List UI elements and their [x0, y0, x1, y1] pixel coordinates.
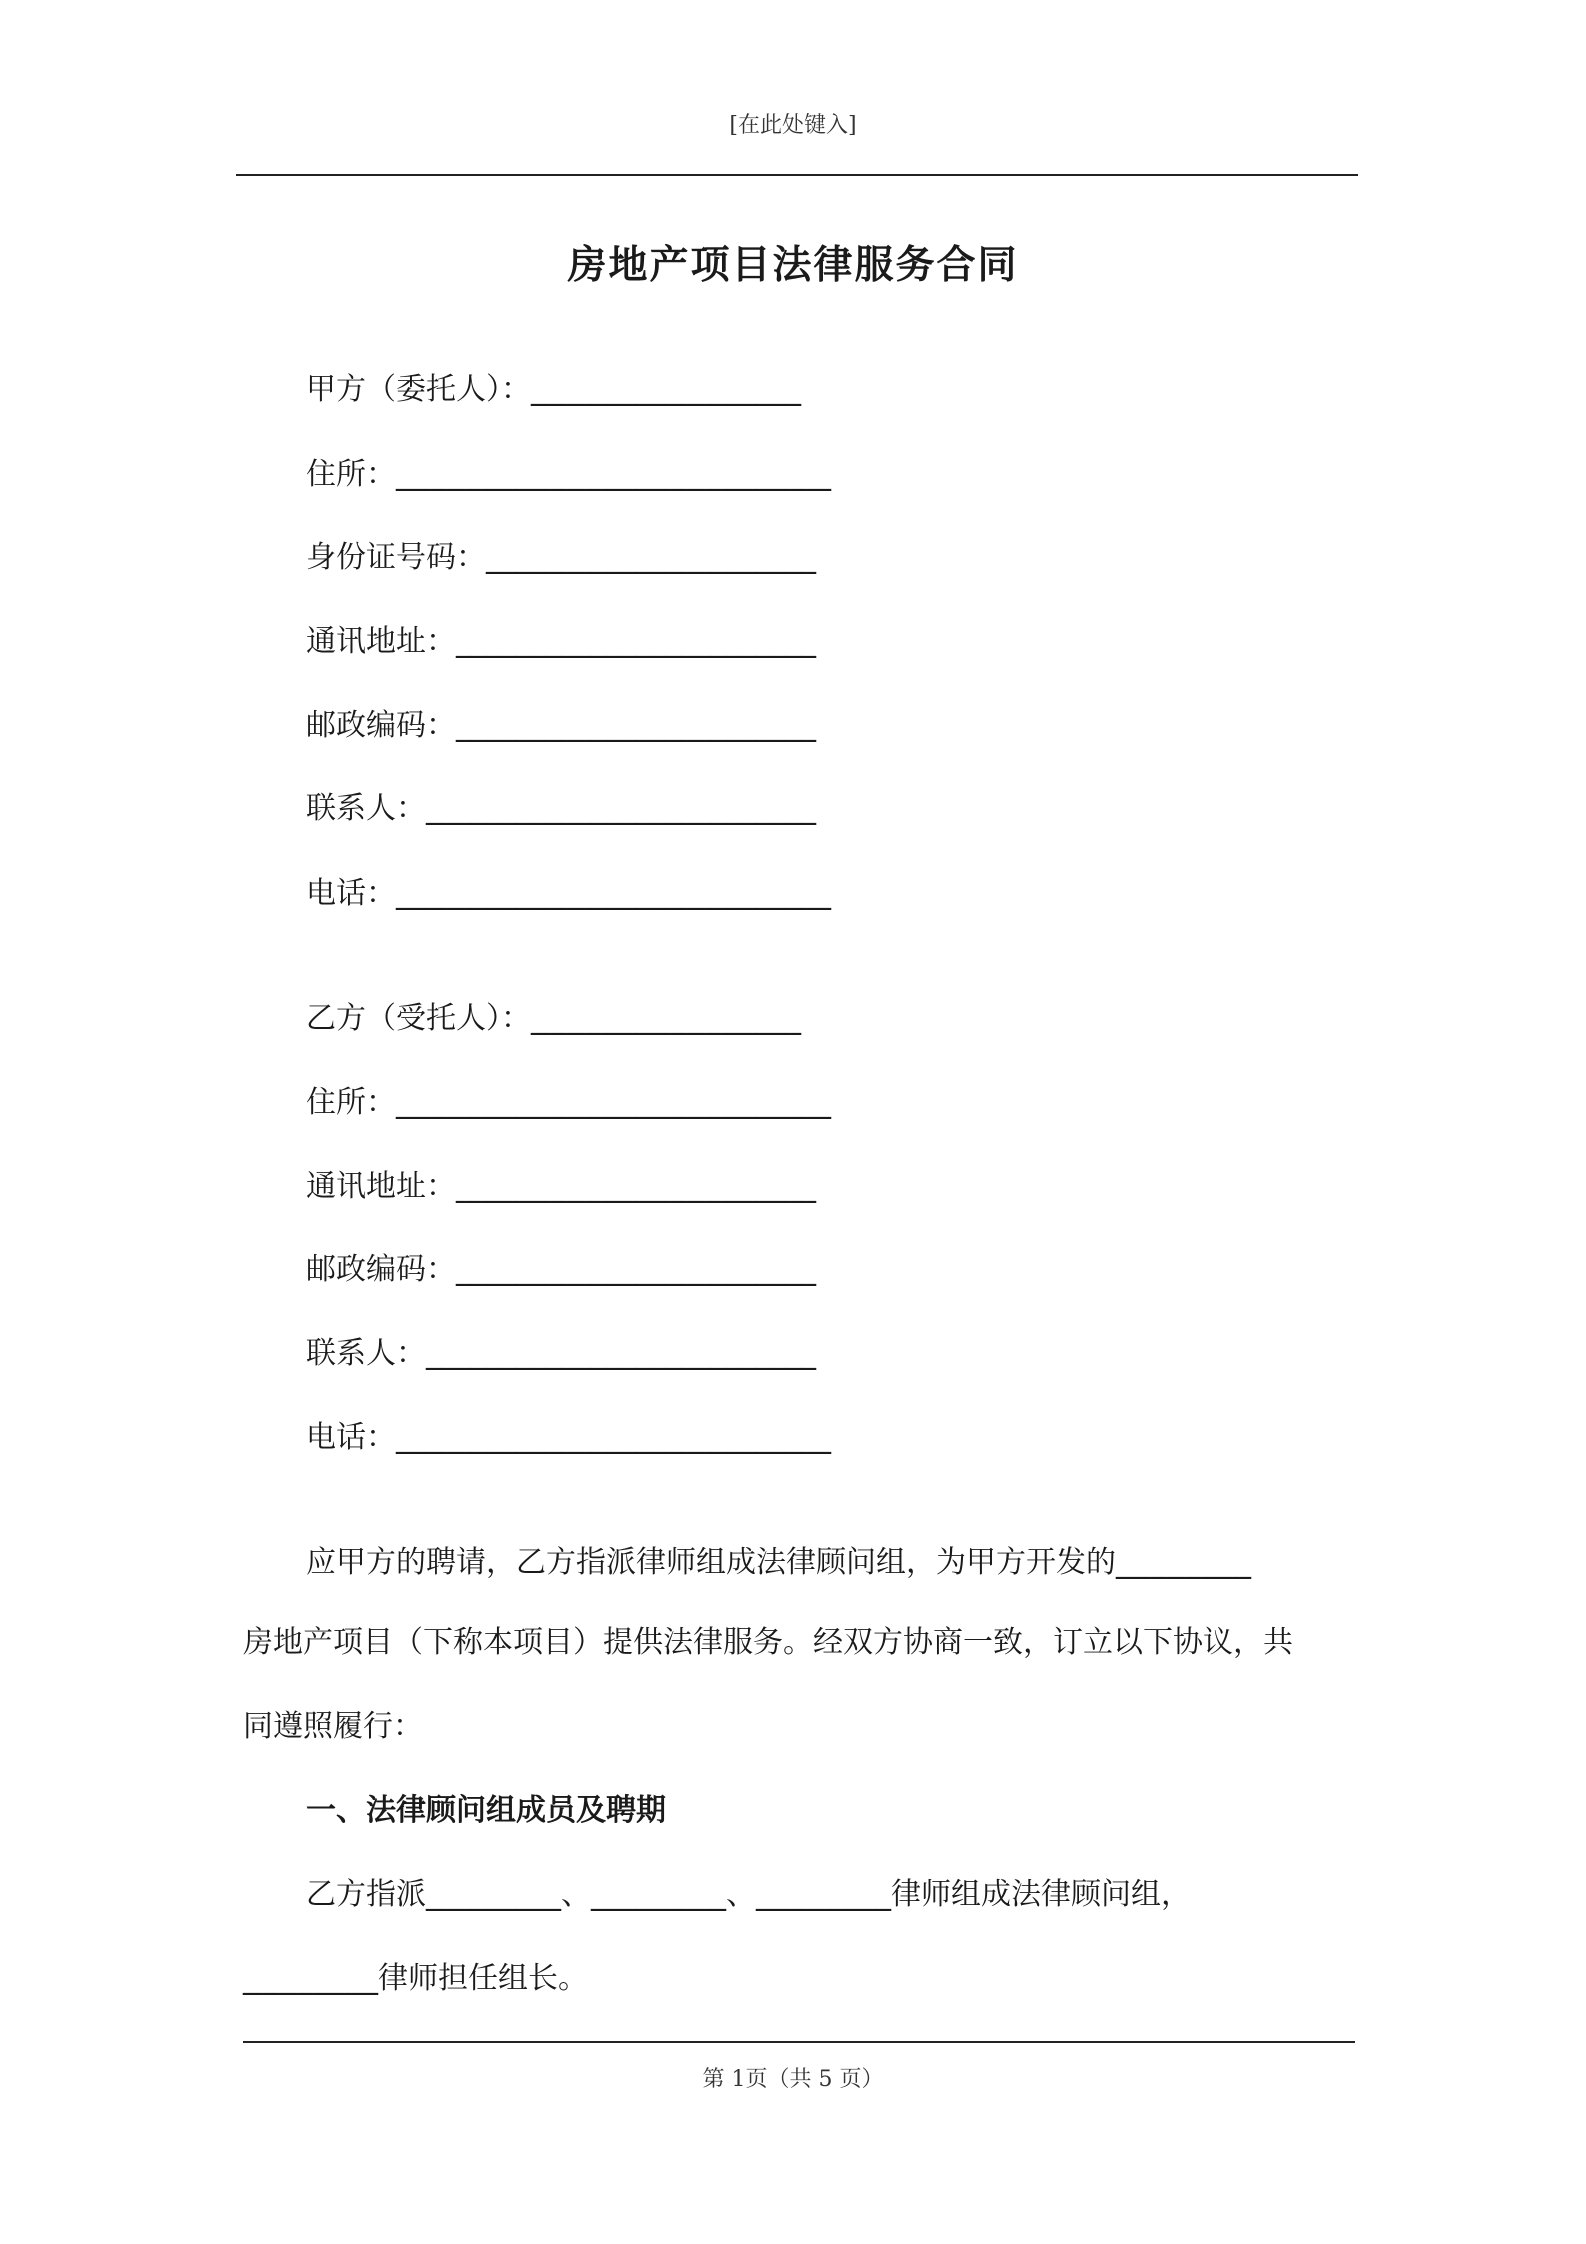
section-1-line-2: _________律师担任组长。	[243, 1961, 588, 1996]
intro-line-2: 房地产项目（下称本项目）提供法律服务。经双方协商一致，订立以下协议，共	[243, 1625, 1293, 1660]
party-b-mailing-address-field: 通讯地址：________________________	[306, 1169, 816, 1204]
party-b-postal-code-field: 邮政编码：________________________	[306, 1252, 816, 1287]
section-1-heading: 一、法律顾问组成员及聘期	[306, 1793, 666, 1828]
party-b-phone-field: 电话：_____________________________	[306, 1420, 831, 1455]
party-a-contact-field: 联系人：__________________________	[306, 791, 816, 826]
party-a-address-field: 住所：_____________________________	[306, 457, 831, 492]
party-b-address-field: 住所：_____________________________	[306, 1085, 831, 1120]
party-a-id-number-field: 身份证号码：______________________	[306, 540, 816, 575]
footer-divider	[243, 2041, 1355, 2043]
intro-line-1: 应甲方的聘请，乙方指派律师组成法律顾问组，为甲方开发的_________	[306, 1545, 1251, 1580]
header-divider	[236, 174, 1358, 176]
party-a-phone-field: 电话：_____________________________	[306, 876, 831, 911]
party-a-mailing-address-field: 通讯地址：________________________	[306, 624, 816, 659]
party-b-contact-field: 联系人：__________________________	[306, 1336, 816, 1371]
page-footer: 第 1页（共 5 页）	[702, 2067, 884, 2092]
intro-line-3: 同遵照履行：	[243, 1709, 423, 1744]
document-title: 房地产项目法律服务合同	[567, 243, 1019, 288]
party-a-name-field: 甲方（委托人）：__________________	[306, 372, 801, 407]
party-b-name-field: 乙方（受托人）：__________________	[306, 1001, 801, 1036]
party-a-postal-code-field: 邮政编码：________________________	[306, 708, 816, 743]
page-header: [在此处键入]	[729, 113, 857, 138]
section-1-line-1: 乙方指派_________、_________、_________律师组成法律顾问组，	[306, 1877, 1191, 1912]
